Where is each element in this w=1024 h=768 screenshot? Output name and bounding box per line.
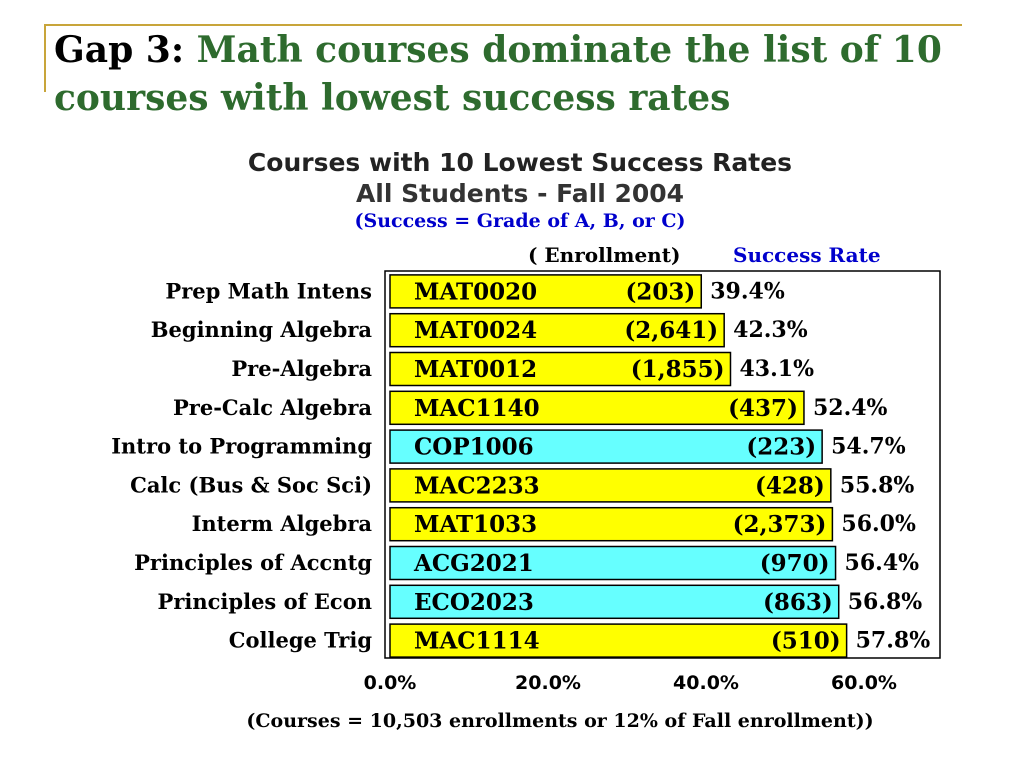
value-label: 52.4% bbox=[812, 394, 888, 421]
slide-title-text: Math courses dominate the list of 10 courses with lowest success rates bbox=[54, 29, 942, 119]
x-tick-label: 40.0% bbox=[673, 672, 739, 694]
enrollment-label: (223) bbox=[746, 433, 817, 461]
enrollment-label: (203) bbox=[625, 278, 696, 306]
value-label: 56.0% bbox=[841, 511, 916, 538]
x-tick-label: 60.0% bbox=[831, 672, 897, 694]
value-label: 56.4% bbox=[844, 550, 920, 576]
category-label: Intro to Programming bbox=[111, 433, 372, 459]
enrollment-label: (510) bbox=[770, 627, 841, 655]
success-rate-column-header: Success Rate bbox=[733, 243, 881, 267]
enrollment-label: (863) bbox=[762, 588, 833, 616]
x-axis-ticks bbox=[364, 672, 897, 694]
value-label: 56.8% bbox=[847, 588, 923, 615]
course-code-label: MAT0024 bbox=[414, 317, 538, 345]
course-code-label: MAT1033 bbox=[414, 511, 538, 539]
course-code-label: MAT0012 bbox=[414, 356, 538, 383]
x-tick-label: 20.0% bbox=[515, 672, 581, 694]
category-label: Principles of Econ bbox=[157, 588, 372, 614]
category-label: College Trig bbox=[228, 627, 372, 653]
enrollment-label: (437) bbox=[728, 394, 798, 422]
chart-subtitle: All Students - Fall 2004 bbox=[355, 179, 685, 208]
value-label: 39.4% bbox=[710, 278, 785, 305]
category-label: Interm Algebra bbox=[191, 511, 372, 537]
course-code-label: MAC2233 bbox=[414, 472, 540, 500]
course-code-label: MAC1140 bbox=[414, 394, 540, 422]
course-code-label: COP1006 bbox=[414, 433, 534, 461]
value-label: 54.7% bbox=[831, 433, 906, 460]
category-label: Pre-Algebra bbox=[231, 356, 372, 381]
value-label: 57.8% bbox=[855, 627, 931, 654]
category-label: Calc (Bus & Soc Sci) bbox=[130, 472, 372, 498]
course-code-label: MAC1114 bbox=[414, 627, 540, 655]
value-label: 43.1% bbox=[739, 356, 814, 382]
category-label: Principles of Accntg bbox=[134, 550, 372, 575]
x-tick-label: 0.0% bbox=[363, 672, 417, 694]
enrollment-column-header: ( Enrollment) bbox=[528, 243, 681, 267]
slide-title-prefix: Gap 3 bbox=[54, 29, 171, 71]
category-label: Prep Math Intens bbox=[165, 278, 372, 304]
enrollment-label: (2,373) bbox=[732, 511, 827, 539]
chart-note: (Success = Grade of A, B, or C) bbox=[354, 210, 686, 232]
course-code-label: ACG2021 bbox=[414, 550, 534, 577]
enrollment-label: (2,641) bbox=[624, 317, 719, 345]
enrollment-label: (970) bbox=[759, 550, 830, 577]
chart-title: Courses with 10 Lowest Success Rates bbox=[247, 148, 793, 177]
enrollment-label: (1,855) bbox=[630, 356, 725, 383]
course-code-label: ECO2023 bbox=[414, 588, 534, 616]
category-label: Beginning Algebra bbox=[150, 317, 372, 343]
footnote: (Courses = 10,503 enrollments or 12% of Fall enrollment)) bbox=[246, 710, 874, 732]
slide-title-separator: : bbox=[170, 29, 185, 71]
bars-layer bbox=[111, 275, 930, 657]
course-code-label: MAT0020 bbox=[414, 278, 538, 306]
value-label: 55.8% bbox=[839, 472, 915, 499]
enrollment-label: (428) bbox=[755, 472, 825, 500]
value-label: 42.3% bbox=[733, 317, 808, 344]
category-label: Pre-Calc Algebra bbox=[173, 394, 372, 420]
